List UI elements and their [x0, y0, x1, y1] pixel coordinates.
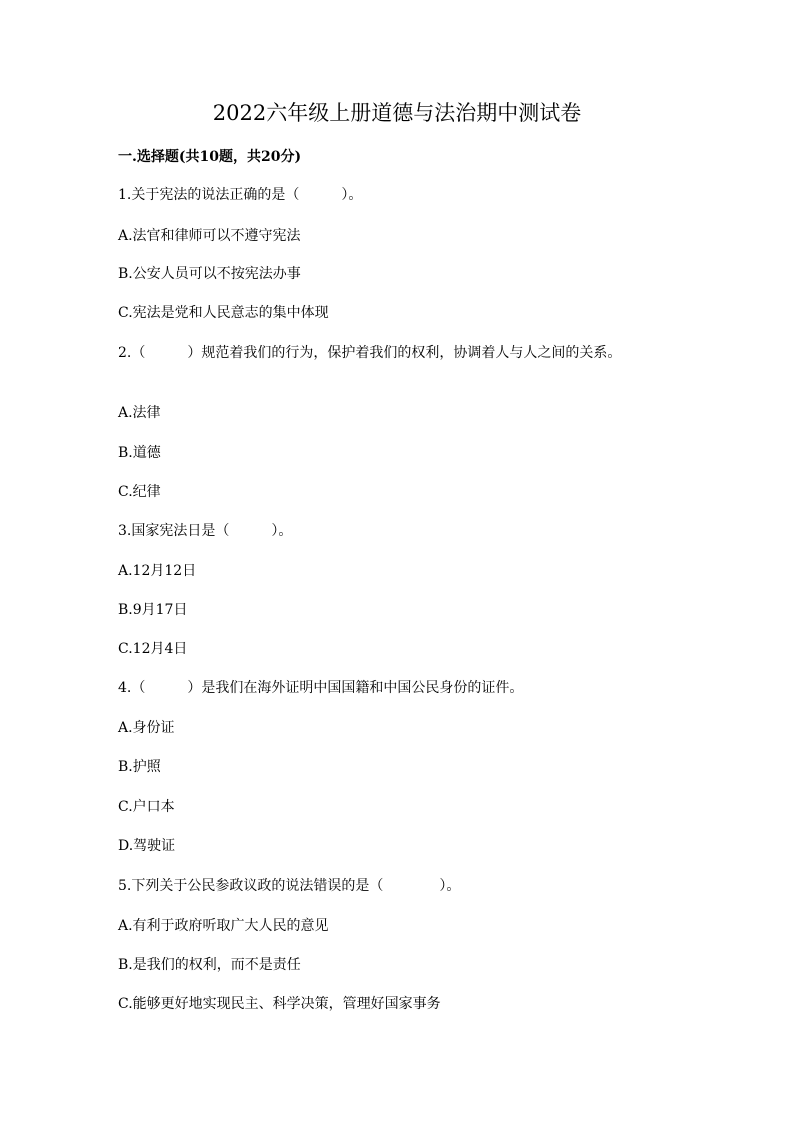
option-b: B.9月17日 [118, 602, 188, 618]
question-stem: 1.关于宪法的说法正确的是（ ）。 [118, 187, 363, 203]
option-c: C.户口本 [118, 799, 175, 815]
question-stem: 4.（ ）是我们在海外证明中国国籍和中国公民身份的证件。 [118, 680, 524, 696]
option-a: A.12月12日 [118, 563, 197, 579]
option-a: A.法官和律师可以不遵守宪法 [118, 228, 301, 244]
option-b: B.公安人员可以不按宪法办事 [118, 266, 301, 282]
option-c: C.纪律 [118, 484, 161, 500]
page-title: 2022六年级上册道德与法治期中测试卷 [212, 101, 582, 125]
section-heading: 一.选择题(共10题，共20分) [118, 149, 302, 165]
option-b: B.道德 [118, 445, 161, 461]
option-c: C.能够更好地实现民主、科学决策，管理好国家事务 [118, 996, 441, 1012]
question-stem: 3.国家宪法日是（ ）。 [118, 523, 293, 539]
option-c: C.12月4日 [118, 641, 188, 657]
option-c: C.宪法是党和人民意志的集中体现 [118, 305, 329, 321]
option-a: A.法律 [118, 405, 161, 421]
question-stem: 2.（ ）规范着我们的行为，保护着我们的权利，协调着人与人之间的关系。 [118, 345, 622, 361]
option-d: D.驾驶证 [118, 838, 176, 854]
option-a: A.身份证 [118, 720, 175, 736]
question-stem: 5.下列关于公民参政议政的说法错误的是（ ）。 [118, 878, 461, 894]
option-b: B.护照 [118, 759, 161, 775]
option-a: A.有利于政府听取广大人民的意见 [118, 918, 329, 934]
option-b: B.是我们的权利，而不是责任 [118, 957, 301, 973]
